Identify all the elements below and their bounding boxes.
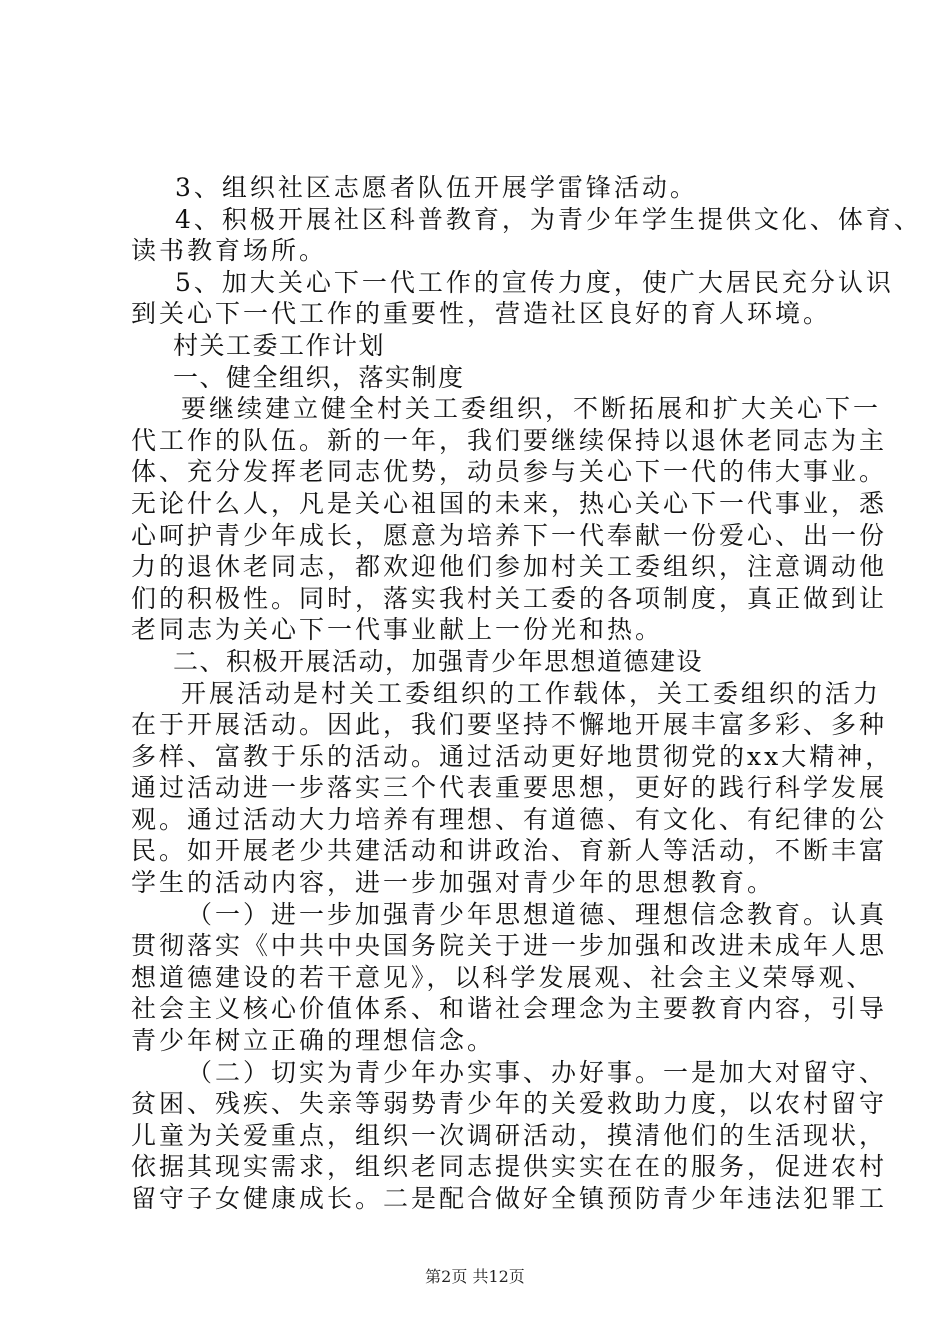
text-line: 们的积极性。同时，落实我村关工委的各项制度，真正做到让 — [131, 583, 888, 613]
text-line: 贫困、残疾、失亲等弱势青少年的关爱救助力度，以农村留守 — [131, 1089, 888, 1119]
text-line: 力的退休老同志，都欢迎他们参加村关工委组织，注意调动他 — [131, 552, 888, 582]
text-line: 留守子女健康成长。二是配合做好全镇预防青少年违法犯罪工 — [131, 1184, 888, 1213]
list-item: 4、积极开展社区科普教育，为青少年学生提供文化、体育、 — [175, 204, 922, 234]
text-line: 读书教育场所。 — [131, 236, 328, 266]
text-line: 体、充分发挥老同志优势，动员参与关心下一代的伟大事业。 — [131, 457, 888, 487]
list-item: 5、加大关心下一代工作的宣传力度，使广大居民充分认识 — [175, 267, 894, 297]
text-line: 观。通过活动大力培养有理想、有道德、有文化、有纪律的公 — [131, 804, 888, 834]
list-item: 3、组织社区志愿者队伍开展学雷锋活动。 — [175, 173, 698, 202]
section-heading: 二、积极开展活动，加强青少年思想道德建设 — [173, 646, 704, 676]
text-line: 代工作的队伍。新的一年，我们要继续保持以退休老同志为主 — [131, 425, 888, 455]
subsection-line: （二）切实为青少年办实事、办好事。一是加大对留守、 — [187, 1057, 888, 1087]
page-number: 第2页 共12页 — [425, 1267, 525, 1286]
subsection-line: （一）进一步加强青少年思想道德、理想信念教育。认真 — [187, 899, 888, 929]
text-line: 想道德建设的若干意见》，以科学发展观、社会主义荣辱观、 — [131, 962, 875, 992]
text-line: 民。如开展老少共建活动和讲政治、育新人等活动，不断丰富 — [131, 836, 888, 866]
text-line: 在于开展活动。因此，我们要坚持不懈地开展丰富多彩、多种 — [131, 710, 888, 740]
text-line: 无论什么人，凡是关心祖国的未来，热心关心下一代事业，悉 — [131, 488, 888, 518]
text-line: 学生的活动内容，进一步加强对青少年的思想教育。 — [131, 868, 776, 898]
section-title: 村关工委工作计划 — [173, 330, 386, 360]
text-line: 青少年树立正确的理想信念。 — [131, 1026, 496, 1056]
text-line: 老同志为关心下一代事业献上一份光和热。 — [131, 615, 664, 645]
paragraph-line: 开展活动是村关工委组织的工作载体，关工委组织的活力 — [181, 678, 882, 708]
text-line: 社会主义核心价值体系、和谐社会理念为主要教育内容，引导 — [131, 994, 888, 1024]
text-line: 儿童为关爱重点，组织一次调研活动，摸清他们的生活现状， — [131, 1120, 888, 1150]
section-heading: 一、健全组织，落实制度 — [173, 362, 465, 392]
text-line: 到关心下一代工作的重要性，营造社区良好的育人环境。 — [131, 299, 832, 329]
document-body — [131, 172, 922, 1215]
text-line: 贯彻落实《中共中央国务院关于进一步加强和改进未成年人思 — [131, 931, 888, 961]
text-line: 通过活动进一步落实三个代表重要思想，更好的践行科学发展 — [131, 773, 888, 803]
text-line: 依据其现实需求，组织老同志提供实实在在的服务，促进农村 — [131, 1152, 888, 1182]
text-line: 心呵护青少年成长，愿意为培养下一代奉献一份爱心、出一份 — [131, 520, 888, 550]
paragraph-line: 要继续建立健全村关工委组织，不断拓展和扩大关心下一 — [181, 394, 882, 424]
text-line: 多样、富教于乐的活动。通过活动更好地贯彻党的xx大精神， — [131, 741, 894, 771]
